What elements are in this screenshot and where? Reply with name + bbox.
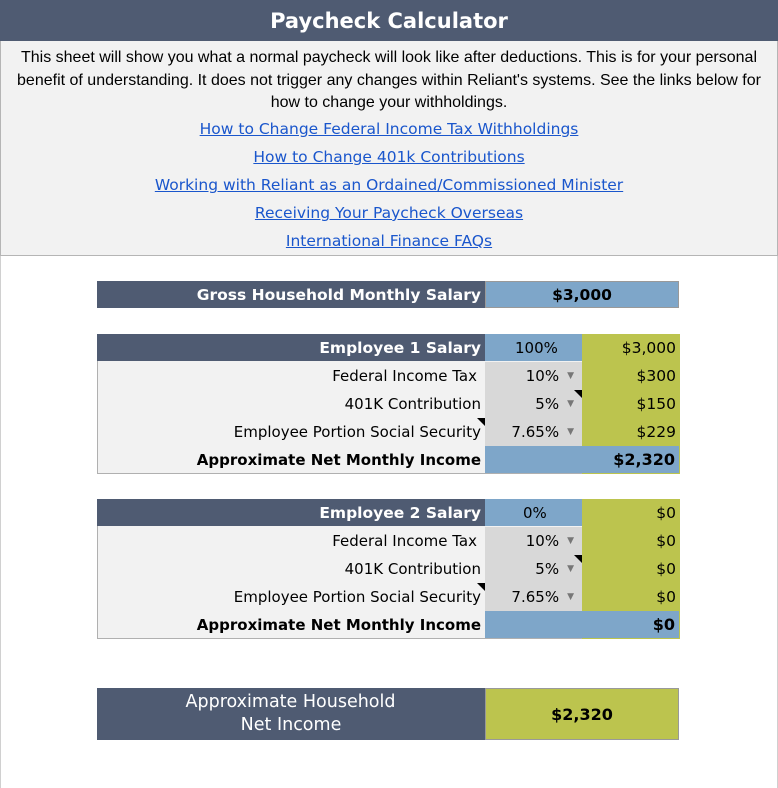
e2-social-security-label: Employee Portion Social Security <box>98 583 485 611</box>
employee2-amount: $0 <box>656 503 676 522</box>
page-title: Paycheck Calculator <box>0 0 778 41</box>
e2-net-value: $0 <box>485 611 679 638</box>
employee1-amount: $3,000 <box>621 338 676 357</box>
household-net-value: $2,320 <box>485 688 679 740</box>
e2-401k-value: 5% <box>535 560 560 578</box>
e1-net-label: Approximate Net Monthly Income <box>98 446 485 473</box>
dropdown-caret-icon: ▼ <box>567 564 574 574</box>
dropdown-caret-icon: ▼ <box>567 536 574 546</box>
link-overseas[interactable]: Receiving Your Paycheck Overseas <box>254 204 524 222</box>
dropdown-caret-icon: ▼ <box>567 399 574 409</box>
e2-401k-amount: $0 <box>656 560 676 578</box>
e1-federal-tax-label: Federal Income Tax <box>98 362 485 390</box>
comment-corner-icon[interactable] <box>574 555 582 563</box>
e1-401k-dropdown[interactable] <box>485 390 582 418</box>
e1-401k-value: 5% <box>535 395 560 413</box>
employee1-pct-input[interactable]: 100% <box>485 334 582 361</box>
dropdown-caret-icon: ▼ <box>567 427 574 437</box>
comment-corner-icon[interactable] <box>574 390 582 398</box>
link-minister[interactable]: Working with Reliant as an Ordained/Commissioned Minister <box>154 176 624 194</box>
e1-social-security-label: Employee Portion Social Security <box>98 418 485 446</box>
household-label-line2: Net Income <box>240 715 342 735</box>
e2-social-security-dropdown[interactable] <box>485 583 582 611</box>
e1-federal-tax-value: 10% <box>525 367 560 385</box>
comment-corner-icon[interactable] <box>477 418 485 426</box>
gross-salary-input[interactable]: $3,000 <box>485 281 679 308</box>
link-federal-tax[interactable]: How to Change Federal Income Tax Withholdings <box>199 120 579 138</box>
e2-federal-tax-value: 10% <box>525 532 560 550</box>
household-net-label <box>97 688 485 740</box>
link-finance-faqs[interactable]: International Finance FAQs <box>285 232 493 250</box>
dropdown-caret-icon: ▼ <box>567 592 574 602</box>
household-label-line1: Approximate Household <box>185 692 396 712</box>
e1-social-security-dropdown[interactable] <box>485 418 582 446</box>
e2-social-security-value: 7.65% <box>511 588 560 606</box>
e2-federal-tax-dropdown[interactable] <box>485 527 582 555</box>
comment-corner-icon[interactable] <box>477 583 485 591</box>
description-text: This sheet will show you what a normal paycheck will look like after deductions. This is for your personal benefit of understanding. It does not trigger any changes within Reliant's systems. See the links below for how to change your withholdings. <box>17 49 761 111</box>
dropdown-caret-icon: ▼ <box>567 371 574 381</box>
e2-net-label: Approximate Net Monthly Income <box>98 611 485 638</box>
e2-federal-tax-label: Federal Income Tax <box>98 527 485 555</box>
e1-401k-label: 401K Contribution <box>98 390 485 418</box>
employee1-header: Employee 1 Salary <box>97 334 485 361</box>
e1-social-security-value: 7.65% <box>511 423 560 441</box>
link-401k[interactable]: How to Change 401k Contributions <box>253 148 525 166</box>
gross-salary-label: Gross Household Monthly Salary <box>97 281 485 308</box>
e2-401k-dropdown[interactable] <box>485 555 582 583</box>
e2-federal-tax-amount: $0 <box>656 532 676 550</box>
e2-social-security-amount: $0 <box>656 588 676 606</box>
employee2-header: Employee 2 Salary <box>97 499 485 526</box>
e1-federal-tax-amount: $300 <box>636 367 676 385</box>
e2-401k-label: 401K Contribution <box>98 555 485 583</box>
e1-federal-tax-dropdown[interactable] <box>485 362 582 390</box>
e1-social-security-amount: $229 <box>636 423 676 441</box>
employee2-pct-input[interactable]: 0% <box>485 499 582 526</box>
e1-401k-amount: $150 <box>636 395 676 413</box>
e1-net-value: $2,320 <box>485 446 679 473</box>
